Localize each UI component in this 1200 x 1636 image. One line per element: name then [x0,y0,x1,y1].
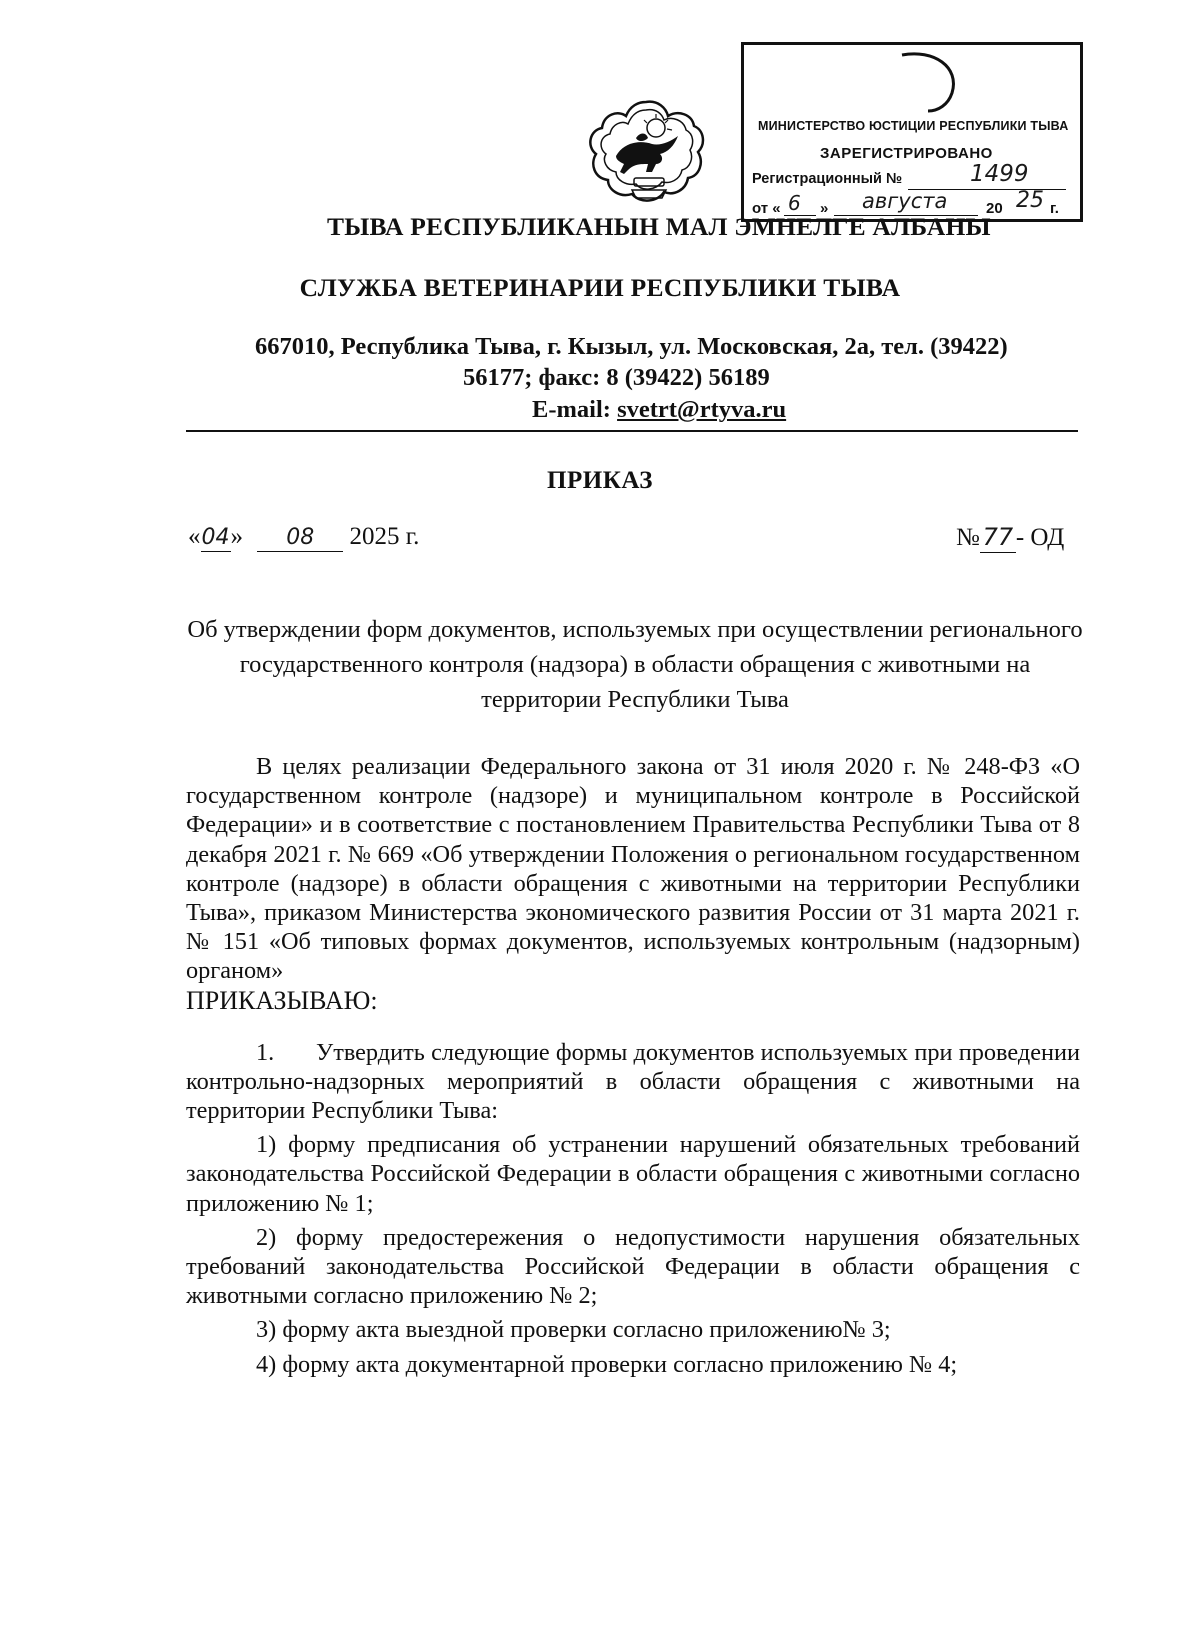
body-item-1-number: 1. [256,1038,275,1066]
body-subitem-4: 4) форму акта документарной проверки согласно приложению № 4; [256,1350,958,1378]
header-title-service: СЛУЖБА ВЕТЕРИНАРИИ РЕСПУБЛИКИ ТЫВА [299,273,901,302]
header-title-tyvan: ТЫВА РЕСПУБЛИКАНЫН МАЛ ЭМНЕЛГЕ АЛБАНЫ [327,212,991,241]
body-item-1 [186,1038,1080,1126]
address-line-2: 56177; факс: 8 (39422) 56189 [463,364,770,391]
order-date-day: 04 [201,525,230,550]
tuva-coat-of-arms-icon [582,98,710,216]
email-link[interactable]: svetrt@rtyva.ru [617,396,787,423]
stamp-date-year-prefix: 20 [986,200,1003,217]
stamp-date-day: 6 [788,191,801,215]
stamp-reg-number-label: Регистрационный № [752,171,903,187]
stamp-registered: ЗАРЕГИСТРИРОВАНО [820,145,993,162]
stamp-reg-number: 1499 [970,161,1029,187]
address-line-1: 667010, Республика Тыва, г. Кызыл, ул. Московская, 2а, тел. (39422) [255,333,1008,360]
body-subitem-2: 2) форму предостережения о недопустимости нарушения обязательных требований законодательства Российской Федерации в области обращения с животными согласно приложению № 2; [186,1223,1080,1310]
body-decree: ПРИКАЗЫВАЮ: [186,985,378,1015]
order-body [186,752,1080,1379]
stamp-date-sep: » [820,200,829,217]
order-number-prefix: № [956,524,980,551]
order-date-open: « [188,523,201,550]
order-date [188,523,419,552]
registration-stamp [741,42,1083,222]
body-subitem-3: 3) форму акта выездной проверки согласно приложению№ 3; [256,1316,891,1344]
header-divider [186,430,1078,432]
order-number-value: 77 [982,523,1014,551]
stamp-date-year: 25 [1016,188,1044,213]
body-item-1-text: Утвердить следующие формы документов используемых при проведении контрольно-надзорных мероприятий в области обращения с животными на территории Республики Тыва: [186,1038,1080,1125]
order-date-close: » [230,523,243,550]
stamp-date-month: августа [862,189,948,213]
order-date-month: 08 [286,525,315,550]
body-subitem-1: 1) форму предписания об устранении нарушений обязательных требований законодательства Российской Федерации в области обращения с животными согласно приложению № 1; [186,1131,1080,1217]
body-intro: В целях реализации Федерального закона от 31 июля 2020 г. № 248-ФЗ «О государственном контроле (надзоре) и муниципальном контроле в Российской Федерации» и в соответствие с постановлением Правительства Республики Тыва от 8 декабря 2021 г. № 669 «Об утверждении Положения о региональном государственном контроле (надзоре) в области обращения с животными на территории Республики Тыва», приказом Министерства экономического развития России от 31 марта 2021 г. № 151 «Об типовых формах документов, используемых контрольным (надзорным) органом» [186,753,1080,985]
order-title: ПРИКАЗ [547,467,653,494]
email-line [532,396,786,424]
order-date-year: 2025 г. [349,523,420,550]
email-label: E-mail: [532,396,618,423]
stamp-ministry: МИНИСТЕРСТВО ЮСТИЦИИ РЕСПУБЛИКИ ТЫВА [758,119,1069,133]
stamp-seal-fragment-icon [894,49,964,115]
order-number-suffix: - ОД [1015,524,1065,551]
order-subject: Об утверждении форм документов, используемых при осуществлении регионального государственного контроля (надзора) в области обращения с животными на территории Республики Тыва [187,616,1083,713]
stamp-date-year-end: г. [1050,200,1059,217]
order-number [956,523,1064,553]
stamp-date-prefix: от « [752,200,781,217]
